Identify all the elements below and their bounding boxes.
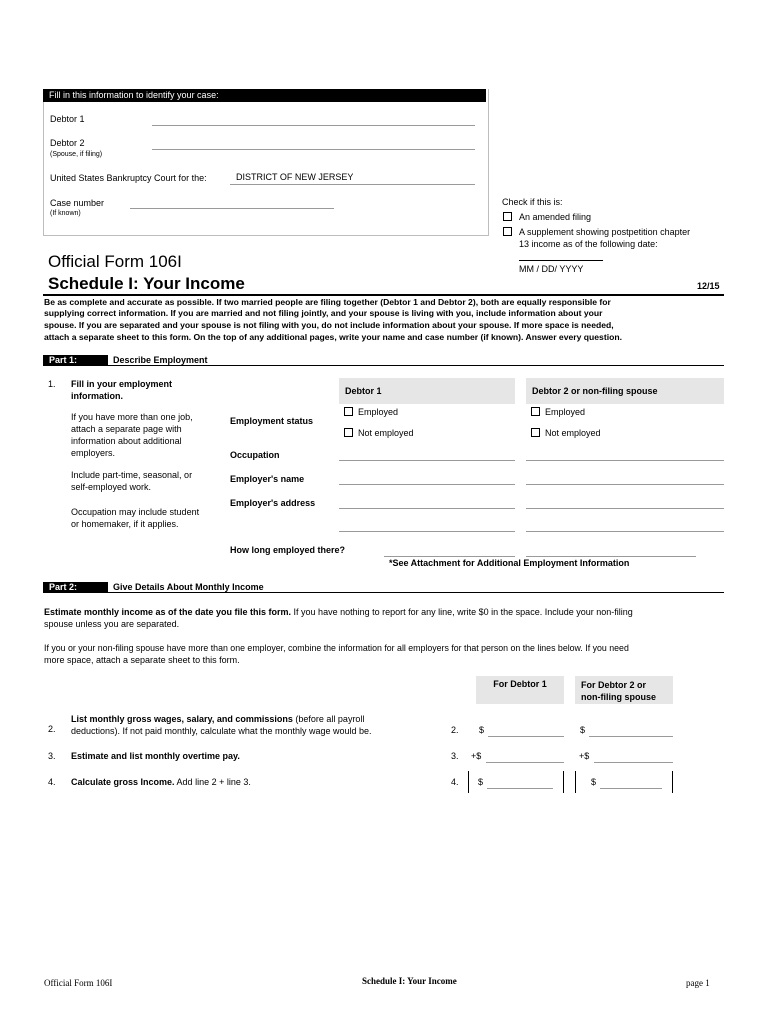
date-format: MM / DD/ YYYY xyxy=(519,264,584,274)
line4-number: 4. xyxy=(48,777,56,787)
amended-label: An amended filing xyxy=(519,212,592,222)
line2-text-2: deductions). If not paid monthly, calculate what the monthly wage would be. xyxy=(71,726,372,736)
intro-line-3: spouse. If you are separated and your spouse is not filing with you, do not include information about your spouse. If more space is needed, xyxy=(44,320,614,330)
debtor2-sub: (Spouse, if filing) xyxy=(50,151,103,158)
line2-ref: 2. xyxy=(451,725,459,735)
item1-number: 1. xyxy=(48,379,56,389)
debtor2-field[interactable] xyxy=(152,149,475,150)
debtor2-how-long-field[interactable] xyxy=(526,556,696,557)
debtor1-how-long-field[interactable] xyxy=(384,556,515,557)
court-field[interactable] xyxy=(230,184,475,185)
debtor1-employer-address-field-2[interactable] xyxy=(339,531,515,532)
note2-line: Include part-time, seasonal, or xyxy=(71,470,193,480)
note3-line: Occupation may include student xyxy=(71,507,200,517)
col-debtor2-line: non-filing spouse xyxy=(581,692,656,702)
line3-debtor2-prefix: +$ xyxy=(579,751,590,761)
part1-col-debtor1: Debtor 1 xyxy=(339,378,515,404)
identify-header: Fill in this information to identify your case: xyxy=(43,89,486,102)
check-title: Check if this is: xyxy=(502,197,563,207)
supplement-label-2: 13 income as of the following date: xyxy=(519,239,658,249)
estimate-rest: If you have nothing to report for any line, write $0 in the space. Include your non-filing xyxy=(291,607,633,617)
line3-debtor1-amount[interactable] xyxy=(486,762,564,763)
item1-note1 xyxy=(71,411,193,459)
debtor1-label: Debtor 1 xyxy=(50,114,85,124)
line4-bold: Calculate gross Income. xyxy=(71,777,175,787)
item1-note3 xyxy=(71,506,199,530)
part2-title: Give Details About Monthly Income xyxy=(113,582,264,592)
line2-debtor1-prefix: $ xyxy=(479,725,485,735)
footer-page: page 1 xyxy=(686,978,710,988)
line2-debtor2-prefix: $ xyxy=(580,725,586,735)
part1-rule xyxy=(43,365,724,366)
debtor2-not-employed-checkbox[interactable] xyxy=(531,428,540,437)
footer-title: Schedule I: Your Income xyxy=(362,976,457,986)
part1-col-debtor2: Debtor 2 or non-filing spouse xyxy=(526,378,724,404)
form-version: 12/15 xyxy=(697,281,720,291)
line4-rest: Add line 2 + line 3. xyxy=(174,777,251,787)
court-label: United States Bankruptcy Court for the: xyxy=(50,173,207,183)
intro-line-1: Be as complete and accurate as possible. If two married people are filing together (Debtor 1 and Debtor 2), both are equally responsible for xyxy=(44,297,611,307)
line2-debtor1-amount[interactable] xyxy=(488,736,564,737)
footer-form-number: Official Form 106I xyxy=(44,978,113,988)
amended-checkbox[interactable] xyxy=(503,212,512,221)
supplement-date-field[interactable] xyxy=(519,260,603,261)
line4-debtor1-prefix: $ xyxy=(478,777,484,787)
debtor1-not-employed-checkbox[interactable] xyxy=(344,428,353,437)
debtor2-not-employed-label: Not employed xyxy=(545,428,601,438)
case-number-sub: (If known) xyxy=(50,210,81,217)
line4-debtor1-amount[interactable] xyxy=(487,788,553,789)
debtor2-employer-address-field-1[interactable] xyxy=(526,508,724,509)
debtor2-employed-label: Employed xyxy=(545,407,586,417)
line3-debtor1-prefix: +$ xyxy=(471,751,482,761)
nonfiling-line-2: more space, attach a separate sheet to this form. xyxy=(44,655,240,665)
line4-debtor2-prefix: $ xyxy=(591,777,597,787)
col-debtor2-line: For Debtor 2 or xyxy=(581,680,647,690)
line3-ref: 3. xyxy=(451,751,459,761)
item1-title-1: Fill in your employment xyxy=(71,379,173,389)
line2-bold: List monthly gross wages, salary, and commissions xyxy=(71,714,293,724)
note1-line: information about additional xyxy=(71,436,182,446)
debtor1-employed-checkbox[interactable] xyxy=(344,407,353,416)
supplement-label-1: A supplement showing postpetition chapter xyxy=(519,227,691,237)
note1-line: employers. xyxy=(71,448,116,458)
debtor1-employed-label: Employed xyxy=(358,407,399,417)
identify-box xyxy=(43,89,489,236)
how-long-label: How long employed there? xyxy=(230,545,346,555)
employer-name-label: Employer's name xyxy=(230,474,305,484)
line4-text xyxy=(71,777,251,787)
debtor1-occupation-field[interactable] xyxy=(339,460,515,461)
line2-number: 2. xyxy=(48,724,56,734)
part2-tag: Part 2: xyxy=(43,582,108,593)
debtor1-employer-name-field[interactable] xyxy=(339,484,515,485)
line3-number: 3. xyxy=(48,751,56,761)
estimate-text xyxy=(44,607,633,617)
part2-col-debtor1: For Debtor 1 xyxy=(476,676,564,704)
note1-line: attach a separate page with xyxy=(71,424,182,434)
employer-address-label: Employer's address xyxy=(230,498,316,508)
occupation-label: Occupation xyxy=(230,450,280,460)
part1-tag: Part 1: xyxy=(43,355,108,366)
line4-debtor2-amount[interactable] xyxy=(600,788,662,789)
official-form-number: Official Form 106I xyxy=(48,252,182,271)
note1-line: If you have more than one job, xyxy=(71,412,193,422)
debtor2-occupation-field[interactable] xyxy=(526,460,724,461)
line2-rest: (before all payroll xyxy=(292,714,365,724)
line2-text xyxy=(71,714,364,724)
line4-ref: 4. xyxy=(451,777,459,787)
form-title: Schedule I: Your Income xyxy=(48,274,245,293)
supplement-checkbox[interactable] xyxy=(503,227,512,236)
employment-status-label: Employment status xyxy=(230,416,314,426)
line3-text: Estimate and list monthly overtime pay. xyxy=(71,751,240,761)
nonfiling-line-1: If you or your non-filing spouse have more than one employer, combine the information for all employers for that person on the lines below. If you need xyxy=(44,643,629,653)
line3-debtor2-amount[interactable] xyxy=(594,762,673,763)
attachment-note: *See Attachment for Additional Employment Information xyxy=(389,558,630,568)
part2-rule xyxy=(43,592,724,593)
intro-line-2: supplying correct information. If you are married and not filing jointly, and your spouse is living with you, include information about your xyxy=(44,308,603,318)
line4-debtor2-box xyxy=(575,771,673,793)
debtor2-employer-name-field[interactable] xyxy=(526,484,724,485)
part2-col-debtor2 xyxy=(575,676,673,704)
item1-title-2: information. xyxy=(71,391,123,401)
debtor1-field[interactable] xyxy=(152,125,475,126)
intro-line-4: attach a separate sheet to this form. On the top of any additional pages, write your name and case number (if known). Answer every question. xyxy=(44,332,622,342)
case-number-field[interactable] xyxy=(130,208,334,209)
note3-line: or homemaker, if it applies. xyxy=(71,519,179,529)
debtor1-employer-address-field-1[interactable] xyxy=(339,508,515,509)
estimate-bold: Estimate monthly income as of the date you file this form. xyxy=(44,607,292,617)
debtor2-employed-checkbox[interactable] xyxy=(531,407,540,416)
note2-line: self-employed work. xyxy=(71,482,152,492)
part1-title: Describe Employment xyxy=(113,355,208,365)
case-number-label: Case number xyxy=(50,198,105,208)
debtor2-label: Debtor 2 xyxy=(50,138,85,148)
line2-debtor2-amount[interactable] xyxy=(589,736,673,737)
debtor1-not-employed-label: Not employed xyxy=(358,428,414,438)
item1-note2 xyxy=(71,469,192,493)
title-rule xyxy=(43,294,724,296)
debtor2-employer-address-field-2[interactable] xyxy=(526,531,724,532)
estimate-line2: spouse unless you are separated. xyxy=(44,619,180,629)
court-value[interactable]: DISTRICT OF NEW JERSEY xyxy=(236,172,354,182)
